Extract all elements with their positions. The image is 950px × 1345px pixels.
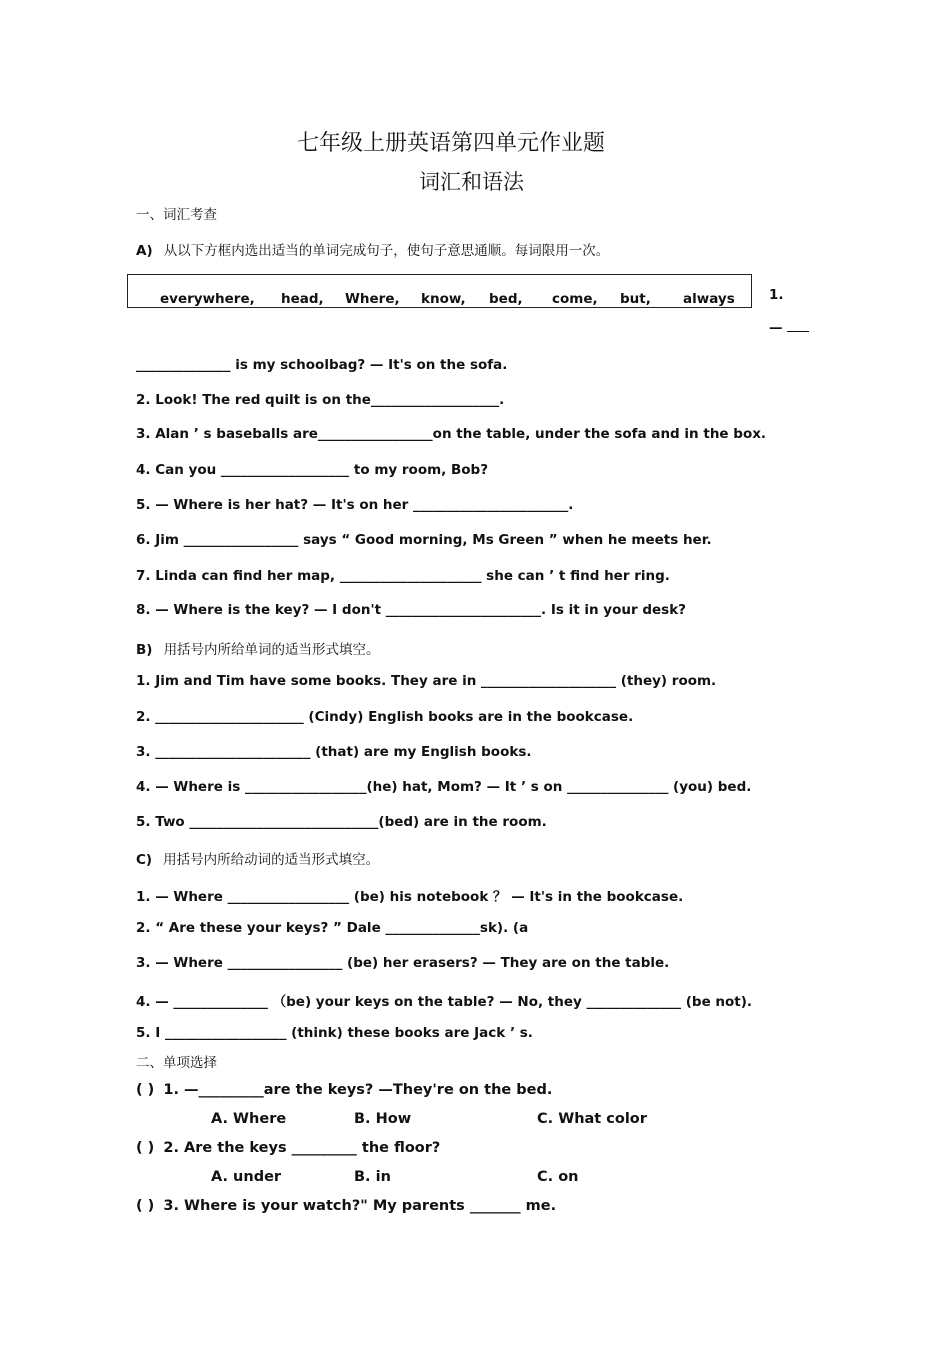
partC-instruction: 用括号内所给动词的适当形式填空。 (163, 852, 380, 868)
page-title: 七年级上册英语第四单元作业题 (297, 131, 606, 156)
partA-instruction: 从以下方框内选出适当的单词完成句子，使句子意思通顺。每词限用一次。 (163, 243, 610, 259)
partA-instruction-line (136, 239, 609, 259)
partB-item: 4. — Where is __________________(he) hat, Mom? — It ’ s on _______________ (you) bed. (136, 779, 752, 795)
partA-item: 2. Look! The red quilt is on the___________________. (136, 392, 505, 408)
partA-item: ______________ is my schoolbag? — It's on the sofa. (136, 357, 508, 373)
mc-question (136, 1140, 440, 1156)
partB-item: 5. Two ____________________________(bed) are in the room. (136, 814, 547, 830)
partA-item: 5. — Where is her hat? — It's on her _______________________. (136, 497, 574, 513)
partA-item: 4. Can you ___________________ to my room, Bob? (136, 462, 489, 478)
partB-label: B) (136, 642, 153, 658)
partC-instruction-line (136, 848, 379, 868)
answer-bracket: ( ) (136, 1140, 155, 1156)
question-text: 2. Are the keys _________ the floor? (163, 1140, 441, 1156)
mc-option: B. in (354, 1169, 391, 1185)
section1-heading: 一、词汇考查 (136, 207, 217, 223)
partB-instruction: 用括号内所给单词的适当形式填空。 (163, 642, 380, 658)
word-box-item: bed, (489, 291, 523, 307)
answer-bracket: ( ) (136, 1198, 155, 1214)
dash-text: — (769, 320, 783, 336)
page-subtitle: 词汇和语法 (419, 170, 524, 194)
partB-item: 3. _______________________ (that) are my English books. (136, 744, 532, 760)
partA-item-dash (769, 320, 809, 336)
word-box-item: but, (620, 291, 651, 307)
partA-item: 3. Alan ’ s baseballs are_________________on the table, under the sofa and in the box. (136, 426, 767, 442)
word-box (127, 274, 752, 308)
partC-item: 4. — ______________ （be) your keys on the table? — No, they ______________ (be not). (136, 994, 753, 1010)
mc-option: C. on (537, 1169, 579, 1185)
word-box-item: Where, (345, 291, 400, 307)
partC-item: 1. — Where __________________ (be) his notebook ？ — It's in the bookcase. (136, 889, 684, 905)
partC-label: C) (136, 852, 153, 868)
question-text: 1. —_________are the keys? —They're on the bed. (163, 1082, 553, 1098)
partC-item: 3. — Where _________________ (be) her erasers? — They are on the table. (136, 955, 670, 971)
partA-item: 7. Linda can find her map, _____________________ she can ’ t find her ring. (136, 568, 670, 584)
partB-instruction-line (136, 638, 380, 658)
mc-option: A. under (211, 1169, 282, 1185)
section2-heading: 二、单项选择 (136, 1055, 217, 1071)
word-box-item: always (683, 291, 735, 307)
partA-item: 6. Jim _________________ says “ Good morning, Ms Green ” when he meets her. (136, 532, 712, 548)
answer-bracket: ( ) (136, 1082, 155, 1098)
word-box-item: head, (281, 291, 324, 307)
question-text: 3. Where is your watch?" My parents _______ me. (163, 1198, 557, 1214)
mc-question (136, 1198, 556, 1214)
partA-item-number: 1. (769, 287, 784, 303)
mc-question (136, 1082, 552, 1098)
partB-item: 1. Jim and Tim have some books. They are in ____________________ (they) room. (136, 673, 717, 689)
mc-option: C. What color (537, 1111, 647, 1127)
partA-item: 8. — Where is the key? — I don't _______________________. Is it in your desk? (136, 602, 686, 618)
word-box-item: come, (552, 291, 598, 307)
mc-option: B. How (354, 1111, 412, 1127)
word-box-item: know, (421, 291, 466, 307)
mc-option: A. Where (211, 1111, 287, 1127)
partB-item: 2. ______________________ (Cindy) English books are in the bookcase. (136, 709, 634, 725)
partC-item: 2. “ Are these your keys? ” Dale ______________sk). (a (136, 920, 529, 936)
word-box-item: everywhere, (160, 291, 255, 307)
partC-item: 5. I __________________ (think) these books are Jack ’ s. (136, 1025, 533, 1041)
partA-label: A) (136, 243, 153, 259)
